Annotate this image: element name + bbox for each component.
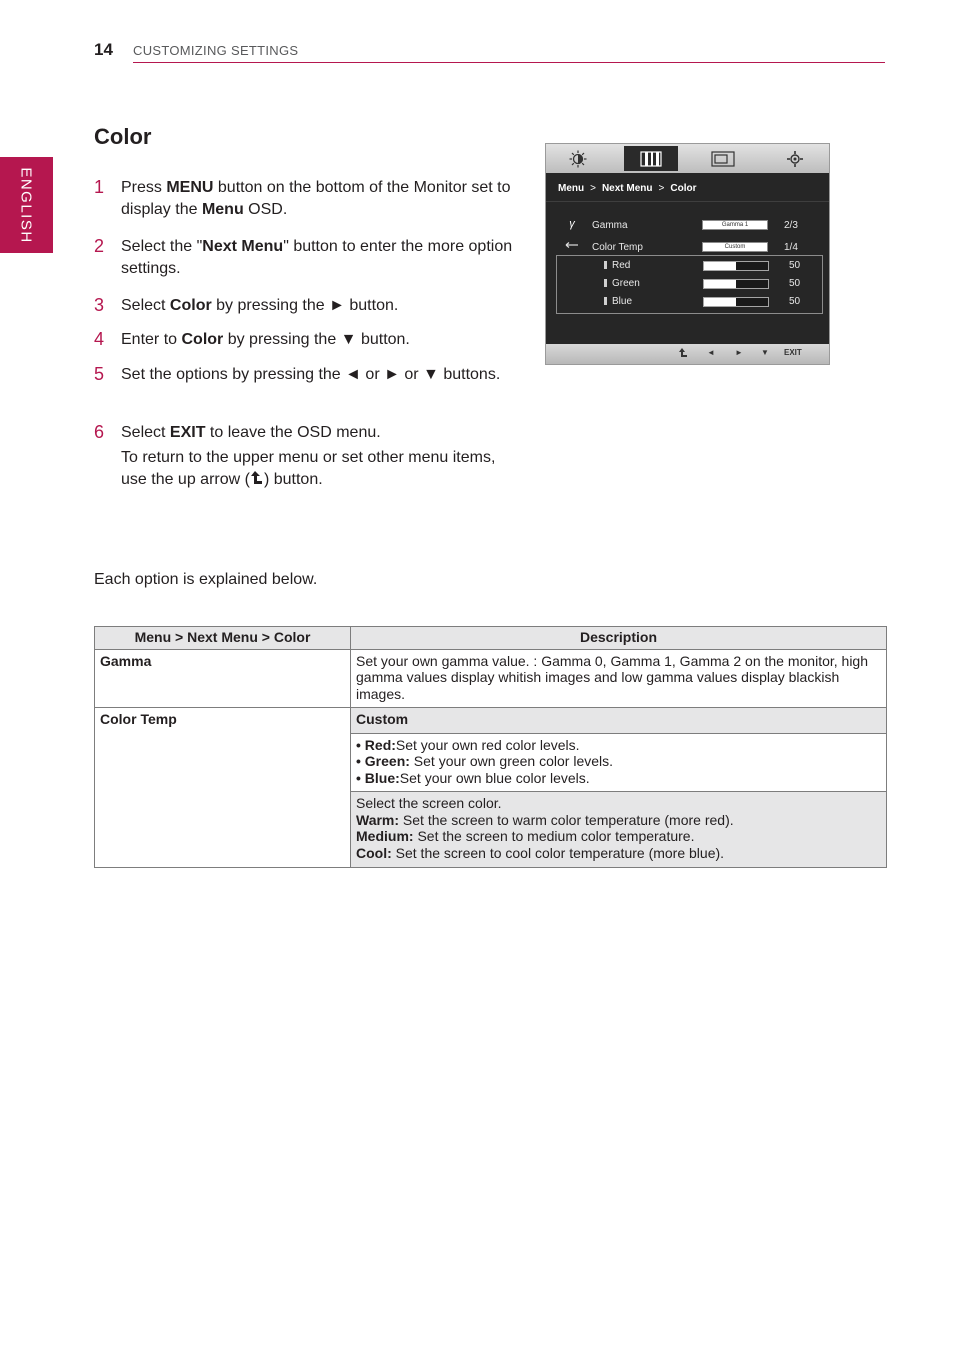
color-icon [624, 146, 678, 171]
explained-text: Each option is explained below. [94, 571, 318, 588]
color-temp-icon [564, 240, 580, 253]
brightness-icon [551, 146, 605, 171]
osd-down-arrow-icon[interactable]: ▼ [761, 348, 769, 357]
color-temp-index: 1/4 [784, 242, 798, 253]
step-6-note: To return to the upper menu or set other menu items, use the up arrow ( ) button. [121, 447, 521, 493]
up-arrow-icon [250, 470, 264, 493]
osd-right-arrow-icon[interactable]: ► [735, 348, 743, 357]
table-row [95, 649, 887, 708]
step-number: 6 [94, 422, 105, 442]
step-text: Set the options by pressing the ◄ or ► or ▼ buttons. [121, 366, 501, 383]
osd-blue-row[interactable]: Blue 50 [557, 295, 822, 311]
osd-screenshot [545, 143, 830, 365]
gamma-index: 2/3 [784, 220, 798, 231]
step-number: 2 [94, 236, 105, 256]
osd-tab-bar [546, 144, 829, 173]
color-temp-label: Color Temp [95, 708, 351, 868]
step-text: Press MENU button on the bottom of the Monitor set to display the Menu OSD. [121, 179, 511, 218]
osd-color-temp-row[interactable]: Color Temp Custom 1/4 [546, 240, 829, 258]
options-table [94, 626, 887, 868]
osd-red-row[interactable]: Red 50 [557, 259, 822, 275]
table-header-row [95, 627, 887, 650]
red-slider[interactable] [703, 261, 769, 271]
step-number: 4 [94, 329, 105, 349]
table-row [95, 708, 887, 734]
step-number: 3 [94, 295, 105, 315]
custom-description: • Red:Set your own red color levels. • Green: Set your own green color levels. • Blue:Set your own blue color levels. [351, 733, 887, 792]
custom-label: Custom [351, 708, 887, 734]
gamma-icon: γ [569, 218, 575, 230]
gamma-label: Gamma [95, 649, 351, 708]
section-title: CUSTOMIZING SETTINGS [133, 43, 299, 58]
step-text: Select the "Next Menu" button to enter the more option settings. [121, 238, 513, 277]
gamma-value-box: Gamma 1 [702, 220, 768, 230]
osd-breadcrumb: Menu > Next Menu > Color [558, 183, 697, 194]
table-header: Menu > Next Menu > Color [95, 627, 351, 650]
osd-gamma-row[interactable]: γ Gamma Gamma 1 2/3 [546, 218, 829, 236]
osd-exit-button[interactable]: EXIT [784, 348, 802, 357]
gamma-description: Set your own gamma value. : Gamma 0, Gamma 1, Gamma 2 on the monitor, high gamma values display whitish images and low gamma values display blackish images. [351, 649, 887, 708]
settings-icon [768, 146, 822, 171]
osd-button-bar [546, 344, 829, 364]
step-text: Select EXIT to leave the OSD menu. To return to the upper menu or set other menu items, use the up arrow ( ) button. [121, 422, 521, 493]
osd-up-arrow-icon[interactable] [679, 348, 688, 360]
table-header: Description [351, 627, 887, 650]
page-heading: Color [94, 124, 152, 149]
header-rule [133, 62, 885, 63]
step-number: 1 [94, 177, 105, 197]
green-slider[interactable] [703, 279, 769, 289]
color-temp-value-box: Custom [702, 242, 768, 252]
blue-slider[interactable] [703, 297, 769, 307]
osd-left-arrow-icon[interactable]: ◄ [707, 348, 715, 357]
osd-green-row[interactable]: Green 50 [557, 277, 822, 293]
step-text: Enter to Color by pressing the ▼ button. [121, 331, 410, 348]
step-number: 5 [94, 364, 105, 384]
language-label: ENGLISH [18, 166, 36, 244]
page-number: 14 [94, 40, 113, 59]
step-text: Select Color by pressing the ► button. [121, 297, 399, 314]
language-side-tab [0, 157, 53, 253]
preset-description: Select the screen color. Warm: Set the screen to warm color temperature (more red). Medium: Set the screen to medium color temperature. Cool: Set the screen to cool color temperature (more blue). [351, 792, 887, 868]
screen-icon [696, 146, 750, 171]
osd-custom-color-panel [556, 255, 823, 314]
